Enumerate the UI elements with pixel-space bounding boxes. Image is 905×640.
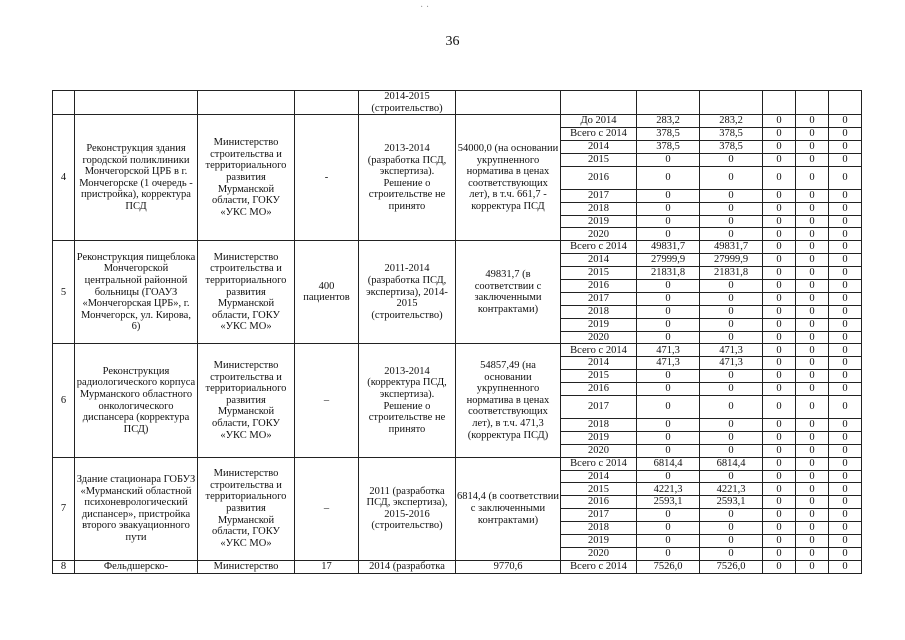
year-cell: Всего с 2014 — [561, 560, 637, 573]
regional-value: 0 — [700, 470, 763, 483]
value-c: 0 — [763, 483, 796, 496]
value-e: 0 — [829, 189, 862, 202]
value-e: 0 — [829, 522, 862, 535]
value-e: 0 — [829, 153, 862, 166]
value-e: 0 — [829, 357, 862, 370]
regional-value: 378,5 — [700, 128, 763, 141]
value-d: 0 — [796, 128, 829, 141]
total-value: 0 — [637, 202, 700, 215]
regional-value: 0 — [700, 509, 763, 522]
total-value: 49831,7 — [637, 241, 700, 254]
regional-value: 471,3 — [700, 357, 763, 370]
value-d: 0 — [796, 483, 829, 496]
total-value: 0 — [637, 228, 700, 241]
value-d: 0 — [796, 331, 829, 344]
value-d: 0 — [796, 140, 829, 153]
year-cell: 2020 — [561, 331, 637, 344]
value-d: 0 — [796, 153, 829, 166]
empty-cell — [763, 91, 796, 115]
year-cell: 2018 — [561, 419, 637, 432]
total-value: 0 — [637, 470, 700, 483]
year-cell: 2020 — [561, 547, 637, 560]
empty-cell — [700, 91, 763, 115]
table-row — [53, 457, 862, 470]
object-name: Фельдшерско- — [75, 560, 198, 573]
empty-cell — [637, 91, 700, 115]
year-cell: 2019 — [561, 215, 637, 228]
regional-value: 0 — [700, 189, 763, 202]
value-d: 0 — [796, 241, 829, 254]
construction-dates: 2013-2014 (корректура ПСД, экспертиза). Решение о строительстве не принято — [359, 344, 456, 457]
value-d: 0 — [796, 535, 829, 548]
regional-value: 0 — [700, 318, 763, 331]
value-e: 0 — [829, 496, 862, 509]
total-value: 0 — [637, 215, 700, 228]
value-d: 0 — [796, 115, 829, 128]
construction-dates: 2011-2014 (разработка ПСД, экспертиза), 2014-2015 (строительство) — [359, 241, 456, 344]
total-value: 6814,4 — [637, 457, 700, 470]
value-d: 0 — [796, 318, 829, 331]
year-cell: 2015 — [561, 267, 637, 280]
total-value: 21831,8 — [637, 267, 700, 280]
empty-cell — [561, 91, 637, 115]
value-d: 0 — [796, 444, 829, 457]
value-c: 0 — [763, 560, 796, 573]
year-cell: 2020 — [561, 444, 637, 457]
value-c: 0 — [763, 267, 796, 280]
year-cell: 2016 — [561, 496, 637, 509]
value-d: 0 — [796, 522, 829, 535]
customer-name: Министерство — [198, 560, 295, 573]
row-number: 5 — [53, 241, 75, 344]
regional-value: 2593,1 — [700, 496, 763, 509]
regional-value: 0 — [700, 522, 763, 535]
estimated-cost: 9770,6 — [456, 560, 561, 573]
year-cell: 2018 — [561, 202, 637, 215]
value-c: 0 — [763, 357, 796, 370]
total-value: 0 — [637, 535, 700, 548]
regional-value: 0 — [700, 547, 763, 560]
value-c: 0 — [763, 115, 796, 128]
regional-value: 0 — [700, 331, 763, 344]
value-d: 0 — [796, 279, 829, 292]
value-c: 0 — [763, 202, 796, 215]
value-e: 0 — [829, 444, 862, 457]
value-d: 0 — [796, 431, 829, 444]
value-d: 0 — [796, 189, 829, 202]
value-d: 0 — [796, 370, 829, 383]
total-value: 0 — [637, 318, 700, 331]
year-cell: 2014 — [561, 357, 637, 370]
row-number: 4 — [53, 115, 75, 241]
row-number: 8 — [53, 560, 75, 573]
year-cell: 2014 — [561, 470, 637, 483]
year-cell: Всего с 2014 — [561, 457, 637, 470]
value-c: 0 — [763, 166, 796, 189]
value-e: 0 — [829, 431, 862, 444]
customer-cell — [198, 91, 295, 115]
value-e: 0 — [829, 254, 862, 267]
regional-value: 0 — [700, 396, 763, 419]
year-cell: 2016 — [561, 383, 637, 396]
customer-name: Министерство строительства и территориального развития Мурманской области, ГОКУ «УКС МО» — [198, 241, 295, 344]
value-d: 0 — [796, 547, 829, 560]
scan-mark: · · — [420, 2, 430, 13]
value-e: 0 — [829, 228, 862, 241]
value-e: 0 — [829, 140, 862, 153]
object-cell — [75, 91, 198, 115]
object-name: Здание стационара ГОБУЗ «Мурманский областной психоневрологический диспансер», пристройка второго эвакуационного пути — [75, 457, 198, 560]
value-d: 0 — [796, 396, 829, 419]
num-cell — [53, 91, 75, 115]
total-value: 7526,0 — [637, 560, 700, 573]
regional-value: 0 — [700, 166, 763, 189]
value-e: 0 — [829, 115, 862, 128]
total-value: 0 — [637, 153, 700, 166]
value-e: 0 — [829, 470, 862, 483]
object-name: Реконструкция здания городской поликлиники Мончегорской ЦРБ в г. Мончегорске (1 очередь - пристройка), корректура ПСД — [75, 115, 198, 241]
total-value: 471,3 — [637, 344, 700, 357]
value-c: 0 — [763, 153, 796, 166]
value-d: 0 — [796, 228, 829, 241]
total-value: 0 — [637, 396, 700, 419]
total-value: 0 — [637, 189, 700, 202]
year-cell: 2015 — [561, 370, 637, 383]
value-c: 0 — [763, 254, 796, 267]
object-name: Реконструкция пищеблока Мончегорской центральной районной больницы (ГОАУЗ «Мончегорская ЦРБ», г. Мончегорск, ул. Кирова, 6) — [75, 241, 198, 344]
total-value: 0 — [637, 166, 700, 189]
value-d: 0 — [796, 202, 829, 215]
value-d: 0 — [796, 419, 829, 432]
table-body — [53, 91, 862, 574]
row-number: 6 — [53, 344, 75, 457]
year-cell: 2015 — [561, 483, 637, 496]
total-value: 0 — [637, 370, 700, 383]
page-number: 36 — [445, 34, 460, 49]
estimated-cost: 54857,49 (на основании укрупненного норматива в ценах соответствующих лет), в т.ч. 471,3 (корректура ПСД) — [456, 344, 561, 457]
value-c: 0 — [763, 522, 796, 535]
value-e: 0 — [829, 344, 862, 357]
value-c: 0 — [763, 535, 796, 548]
value-e: 0 — [829, 241, 862, 254]
year-cell: 2016 — [561, 166, 637, 189]
value-e: 0 — [829, 483, 862, 496]
total-value: 471,3 — [637, 357, 700, 370]
customer-name: Министерство строительства и территориального развития Мурманской области, ГОКУ «УКС МО» — [198, 115, 295, 241]
year-cell: 2016 — [561, 279, 637, 292]
year-cell: 2014 — [561, 140, 637, 153]
value-c: 0 — [763, 396, 796, 419]
regional-value: 0 — [700, 202, 763, 215]
capacity: 400 пациентов — [295, 241, 359, 344]
year-cell: 2019 — [561, 318, 637, 331]
value-d: 0 — [796, 305, 829, 318]
total-value: 0 — [637, 509, 700, 522]
total-value: 0 — [637, 331, 700, 344]
value-e: 0 — [829, 166, 862, 189]
value-c: 0 — [763, 215, 796, 228]
year-cell: 2018 — [561, 522, 637, 535]
value-d: 0 — [796, 292, 829, 305]
value-d: 0 — [796, 166, 829, 189]
year-cell: 2014 — [561, 254, 637, 267]
value-e: 0 — [829, 331, 862, 344]
value-d: 0 — [796, 344, 829, 357]
regional-value: 27999,9 — [700, 254, 763, 267]
year-cell: 2017 — [561, 189, 637, 202]
year-cell: 2017 — [561, 509, 637, 522]
regional-value: 0 — [700, 370, 763, 383]
value-e: 0 — [829, 128, 862, 141]
total-value: 0 — [637, 444, 700, 457]
value-c: 0 — [763, 305, 796, 318]
value-e: 0 — [829, 535, 862, 548]
total-value: 378,5 — [637, 140, 700, 153]
value-c: 0 — [763, 370, 796, 383]
total-value: 0 — [637, 419, 700, 432]
value-d: 0 — [796, 509, 829, 522]
value-e: 0 — [829, 560, 862, 573]
value-c: 0 — [763, 279, 796, 292]
total-value: 0 — [637, 383, 700, 396]
regional-value: 378,5 — [700, 140, 763, 153]
value-c: 0 — [763, 228, 796, 241]
value-d: 0 — [796, 496, 829, 509]
year-cell: Всего с 2014 — [561, 344, 637, 357]
capacity: 17 — [295, 560, 359, 573]
regional-value: 0 — [700, 419, 763, 432]
estimated-cost: 54000,0 (на основании укрупненного норматива в ценах соответствующих лет), в т.ч. 661,7 - корректура ПСД — [456, 115, 561, 241]
estimated-cost: 49831,7 (в соответствии с заключенными контрактами) — [456, 241, 561, 344]
regional-value: 21831,8 — [700, 267, 763, 280]
value-c: 0 — [763, 457, 796, 470]
regional-value: 471,3 — [700, 344, 763, 357]
customer-name: Министерство строительства и территориального развития Мурманской области, ГОКУ «УКС МО» — [198, 344, 295, 457]
year-cell: 2015 — [561, 153, 637, 166]
year-cell: Всего с 2014 — [561, 241, 637, 254]
value-e: 0 — [829, 318, 862, 331]
regional-value: 0 — [700, 305, 763, 318]
value-c: 0 — [763, 444, 796, 457]
row-number: 7 — [53, 457, 75, 560]
value-c: 0 — [763, 383, 796, 396]
value-e: 0 — [829, 457, 862, 470]
value-e: 0 — [829, 292, 862, 305]
regional-value: 0 — [700, 292, 763, 305]
dates-cell: 2014-2015 (строительство) — [359, 91, 456, 115]
value-c: 0 — [763, 241, 796, 254]
capacity: – — [295, 344, 359, 457]
total-value: 0 — [637, 547, 700, 560]
value-e: 0 — [829, 509, 862, 522]
regional-value: 0 — [700, 444, 763, 457]
value-d: 0 — [796, 254, 829, 267]
regional-value: 0 — [700, 153, 763, 166]
value-d: 0 — [796, 470, 829, 483]
table-row — [53, 560, 862, 573]
value-c: 0 — [763, 344, 796, 357]
value-e: 0 — [829, 267, 862, 280]
value-d: 0 — [796, 457, 829, 470]
regional-value: 0 — [700, 431, 763, 444]
value-e: 0 — [829, 305, 862, 318]
total-value: 27999,9 — [637, 254, 700, 267]
year-cell: 2019 — [561, 535, 637, 548]
value-c: 0 — [763, 318, 796, 331]
regional-value: 6814,4 — [700, 457, 763, 470]
total-value: 4221,3 — [637, 483, 700, 496]
value-d: 0 — [796, 267, 829, 280]
year-cell: 2017 — [561, 396, 637, 419]
capacity-cell — [295, 91, 359, 115]
year-cell: До 2014 — [561, 115, 637, 128]
total-value: 0 — [637, 431, 700, 444]
total-value: 0 — [637, 305, 700, 318]
value-c: 0 — [763, 509, 796, 522]
year-cell: 2019 — [561, 431, 637, 444]
regional-value: 0 — [700, 215, 763, 228]
total-value: 0 — [637, 292, 700, 305]
construction-dates: 2013-2014 (разработка ПСД, экспертиза). Решение о строительстве не принято — [359, 115, 456, 241]
table-row — [53, 241, 862, 254]
year-cell: 2018 — [561, 305, 637, 318]
value-d: 0 — [796, 215, 829, 228]
total-value: 2593,1 — [637, 496, 700, 509]
value-c: 0 — [763, 140, 796, 153]
value-c: 0 — [763, 431, 796, 444]
value-e: 0 — [829, 547, 862, 560]
regional-value: 4221,3 — [700, 483, 763, 496]
total-value: 283,2 — [637, 115, 700, 128]
total-value: 378,5 — [637, 128, 700, 141]
regional-value: 0 — [700, 535, 763, 548]
regional-value: 0 — [700, 228, 763, 241]
value-d: 0 — [796, 357, 829, 370]
value-c: 0 — [763, 496, 796, 509]
value-d: 0 — [796, 383, 829, 396]
capacity: – — [295, 457, 359, 560]
value-c: 0 — [763, 128, 796, 141]
empty-cell — [829, 91, 862, 115]
total-value: 0 — [637, 279, 700, 292]
estimated-cost: 6814,4 (в соответствии с заключенными контрактами) — [456, 457, 561, 560]
value-c: 0 — [763, 419, 796, 432]
object-name: Реконструкция радиологического корпуса Мурманского областного онкологического диспансера (корректура ПСД) — [75, 344, 198, 457]
value-c: 0 — [763, 292, 796, 305]
regional-value: 283,2 — [700, 115, 763, 128]
regional-value: 0 — [700, 383, 763, 396]
table-row — [53, 344, 862, 357]
value-e: 0 — [829, 370, 862, 383]
capacity: - — [295, 115, 359, 241]
value-d: 0 — [796, 560, 829, 573]
value-c: 0 — [763, 331, 796, 344]
value-e: 0 — [829, 396, 862, 419]
empty-cell — [796, 91, 829, 115]
table-row — [53, 91, 862, 115]
investment-table — [52, 90, 862, 574]
value-e: 0 — [829, 383, 862, 396]
regional-value: 0 — [700, 279, 763, 292]
value-e: 0 — [829, 202, 862, 215]
value-c: 0 — [763, 189, 796, 202]
value-e: 0 — [829, 419, 862, 432]
value-e: 0 — [829, 279, 862, 292]
year-cell: 2017 — [561, 292, 637, 305]
construction-dates: 2014 (разработка — [359, 560, 456, 573]
year-cell: Всего с 2014 — [561, 128, 637, 141]
value-c: 0 — [763, 470, 796, 483]
total-value: 0 — [637, 522, 700, 535]
value-e: 0 — [829, 215, 862, 228]
empty-cell — [456, 91, 561, 115]
table-row — [53, 115, 862, 128]
customer-name: Министерство строительства и территориального развития Мурманской области, ГОКУ «УКС МО» — [198, 457, 295, 560]
year-cell: 2020 — [561, 228, 637, 241]
value-c: 0 — [763, 547, 796, 560]
regional-value: 7526,0 — [700, 560, 763, 573]
construction-dates: 2011 (разработка ПСД, экспертиза), 2015-2016 (строительство) — [359, 457, 456, 560]
regional-value: 49831,7 — [700, 241, 763, 254]
